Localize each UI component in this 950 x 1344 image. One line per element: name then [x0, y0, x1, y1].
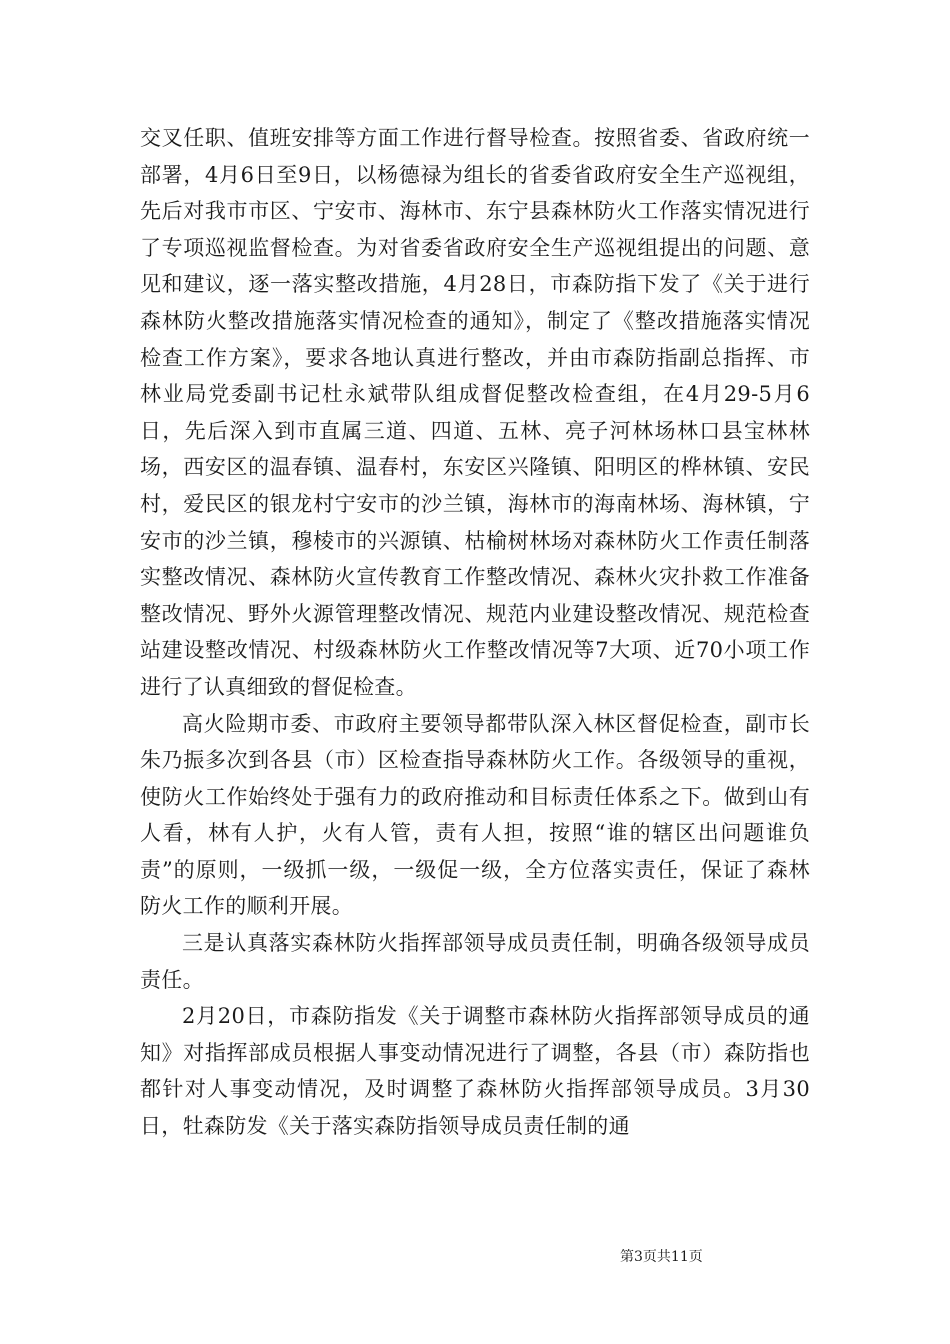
paragraph-2: 高火险期市委、市政府主要领导都带队深入林区督促检查，副市长朱乃振多次到各县（市）区检查指导森林防火工作。各级领导的重视，使防火工作始终处于强有力的政府推动和目标责任体系之下。做到山有人看，林有人护，火有人管，责有人担，按照“谁的辖区出问题谁负责”的原则，一级抓一级，一级促一级，全方位落实责任，保证了森林防火工作的顺利开展。: [140, 711, 810, 919]
page-number-footer: 第3页共11页: [620, 1249, 703, 1265]
paragraph-4: 2月20日，市森防指发《关于调整市森林防火指挥部领导成员的通知》对指挥部成员根据人事变动情况进行了调整，各县（市）森防指也都针对人事变动情况，及时调整了森林防火指挥部领导成员。3月30日，牡森防发《关于落实森防指领导成员责任制的通: [140, 1004, 810, 1139]
document-body: [140, 120, 810, 1145]
paragraph-1: 交叉任职、值班安排等方面工作进行督导检查。按照省委、省政府统一部署，4月6日至9日，以杨德禄为组长的省委省政府安全生产巡视组，先后对我市市区、宁安市、海林市、东宁县森林防火工作落实情况进行了专项巡视监督检查。为对省委省政府安全生产巡视组提出的问题、意见和建议，逐一落实整改措施，4月28日，市森防指下发了《关于进行森林防火整改措施落实情况检查的通知》，制定了《整改措施落实情况检查工作方案》，要求各地认真进行整改，并由市森防指副总指挥、市林业局党委副书记杜永斌带队组成督促整改检查组，在4月29-5月6日，先后深入到市直属三道、四道、五林、亮子河林场林口县宝林林场，西安区的温春镇、温春村，东安区兴隆镇、阳明区的桦林镇、安民村，爱民区的银龙村宁安市的沙兰镇，海林市的海南林场、海林镇，宁安市的沙兰镇，穆棱市的兴源镇、枯榆树林场对森林防火工作责任制落实整改情况、森林防火宣传教育工作整改情况、森林火灾扑救工作准备整改情况、野外火源管理整改情况、规范内业建设整改情况、规范检查站建设整改情况、村级森林防火工作整改情况等7大项、近70小项工作进行了认真细致的督促检查。: [140, 126, 810, 699]
paragraph-3: 三是认真落实森林防火指挥部领导成员责任制，明确各级领导成员责任。: [140, 931, 810, 992]
